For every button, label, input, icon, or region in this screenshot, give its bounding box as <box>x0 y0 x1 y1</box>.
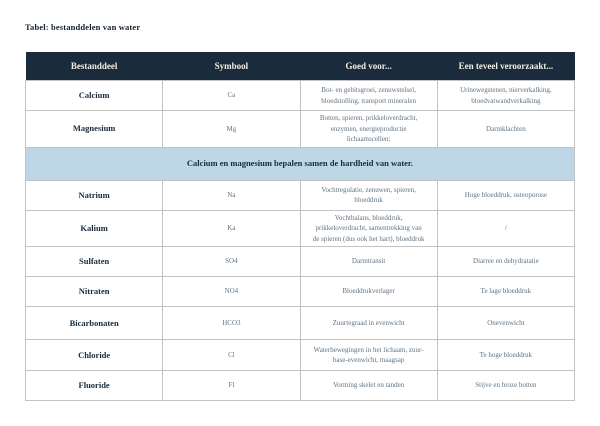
cell-good-for: Darmtransit <box>300 247 437 277</box>
cell-excess-causes: Te lage bloeddruk <box>437 277 574 307</box>
cell-good-for: Vorming skelet en tanden <box>300 371 437 401</box>
cell-symbol: Cl <box>163 340 300 371</box>
cell-good-for: Bloeddrukverlager <box>300 277 437 307</box>
table-header <box>26 52 575 81</box>
table-row-bicarbonaten <box>26 307 575 340</box>
cell-excess-causes: Onevenwicht <box>437 307 574 340</box>
cell-name: Bicarbonaten <box>26 307 163 340</box>
cell-good-for: Botten, spieren, prikkeloverdracht, enzymen, energieproductie lichaamscellen; <box>300 111 437 148</box>
column-header-goed-voor: Goed voor... <box>300 52 437 81</box>
cell-excess-causes: Stijve en broze botten <box>437 371 574 401</box>
table-row-calcium <box>26 81 575 111</box>
cell-symbol: NO4 <box>163 277 300 307</box>
cell-excess-causes: Te hoge bloeddruk <box>437 340 574 371</box>
cell-symbol: Mg <box>163 111 300 148</box>
cell-name: Fluoride <box>26 371 163 401</box>
table-row-sulfaten <box>26 247 575 277</box>
cell-symbol: Ka <box>163 210 300 247</box>
cell-good-for: Waterbewegingen in het lichaam, zuur-base-evenwicht, maagsap <box>300 340 437 371</box>
cell-good-for: Bot- en gebitsgroei, zenuwstelsel, bloedstolling, transport mineralen <box>300 81 437 111</box>
column-header-symbool: Symbool <box>163 52 300 81</box>
table-row-fluoride <box>26 371 575 401</box>
table-row-kalium <box>26 210 575 247</box>
column-header-een-teveel: Een teveel veroorzaakt... <box>437 52 574 81</box>
cell-symbol: SO4 <box>163 247 300 277</box>
cell-symbol: HCO3 <box>163 307 300 340</box>
table-row-chloride <box>26 340 575 371</box>
cell-excess-causes: / <box>437 210 574 247</box>
water-components-table <box>25 52 575 401</box>
cell-name: Calcium <box>26 81 163 111</box>
table-note-row <box>26 147 575 180</box>
header-row <box>26 52 575 81</box>
cell-name: Sulfaten <box>26 247 163 277</box>
cell-symbol: Ca <box>163 81 300 111</box>
cell-symbol: Fl <box>163 371 300 401</box>
cell-good-for: Vochtregulatie, zenuwen, spieren, bloeddruk <box>300 180 437 210</box>
cell-excess-causes: Diarree en dehydratatie <box>437 247 574 277</box>
table-row-magnesium <box>26 111 575 148</box>
cell-name: Nitraten <box>26 277 163 307</box>
cell-excess-causes: Hoge bloeddruk, osteoporose <box>437 180 574 210</box>
cell-good-for: Vochtbalans, bloeddruk, prikkeloverdracht, samentrekking van de spieren (dus ook het hart), bloeddruk <box>300 210 437 247</box>
cell-name: Kalium <box>26 210 163 247</box>
cell-excess-causes: Darmklachten <box>437 111 574 148</box>
cell-symbol: Na <box>163 180 300 210</box>
hardness-note: Calcium en magnesium bepalen samen de hardheid van water. <box>26 147 575 180</box>
cell-name: Magnesium <box>26 111 163 148</box>
table-row-natrium <box>26 180 575 210</box>
table-row-nitraten <box>26 277 575 307</box>
column-header-bestanddeel: Bestanddeel <box>26 52 163 81</box>
cell-good-for: Zuurtegraad in evenwicht <box>300 307 437 340</box>
cell-name: Natrium <box>26 180 163 210</box>
page-title: Tabel: bestanddelen van water <box>25 22 141 32</box>
cell-name: Chloride <box>26 340 163 371</box>
cell-excess-causes: Urinewegstenen, nierverkalking, bloedvatwandverkalking <box>437 81 574 111</box>
